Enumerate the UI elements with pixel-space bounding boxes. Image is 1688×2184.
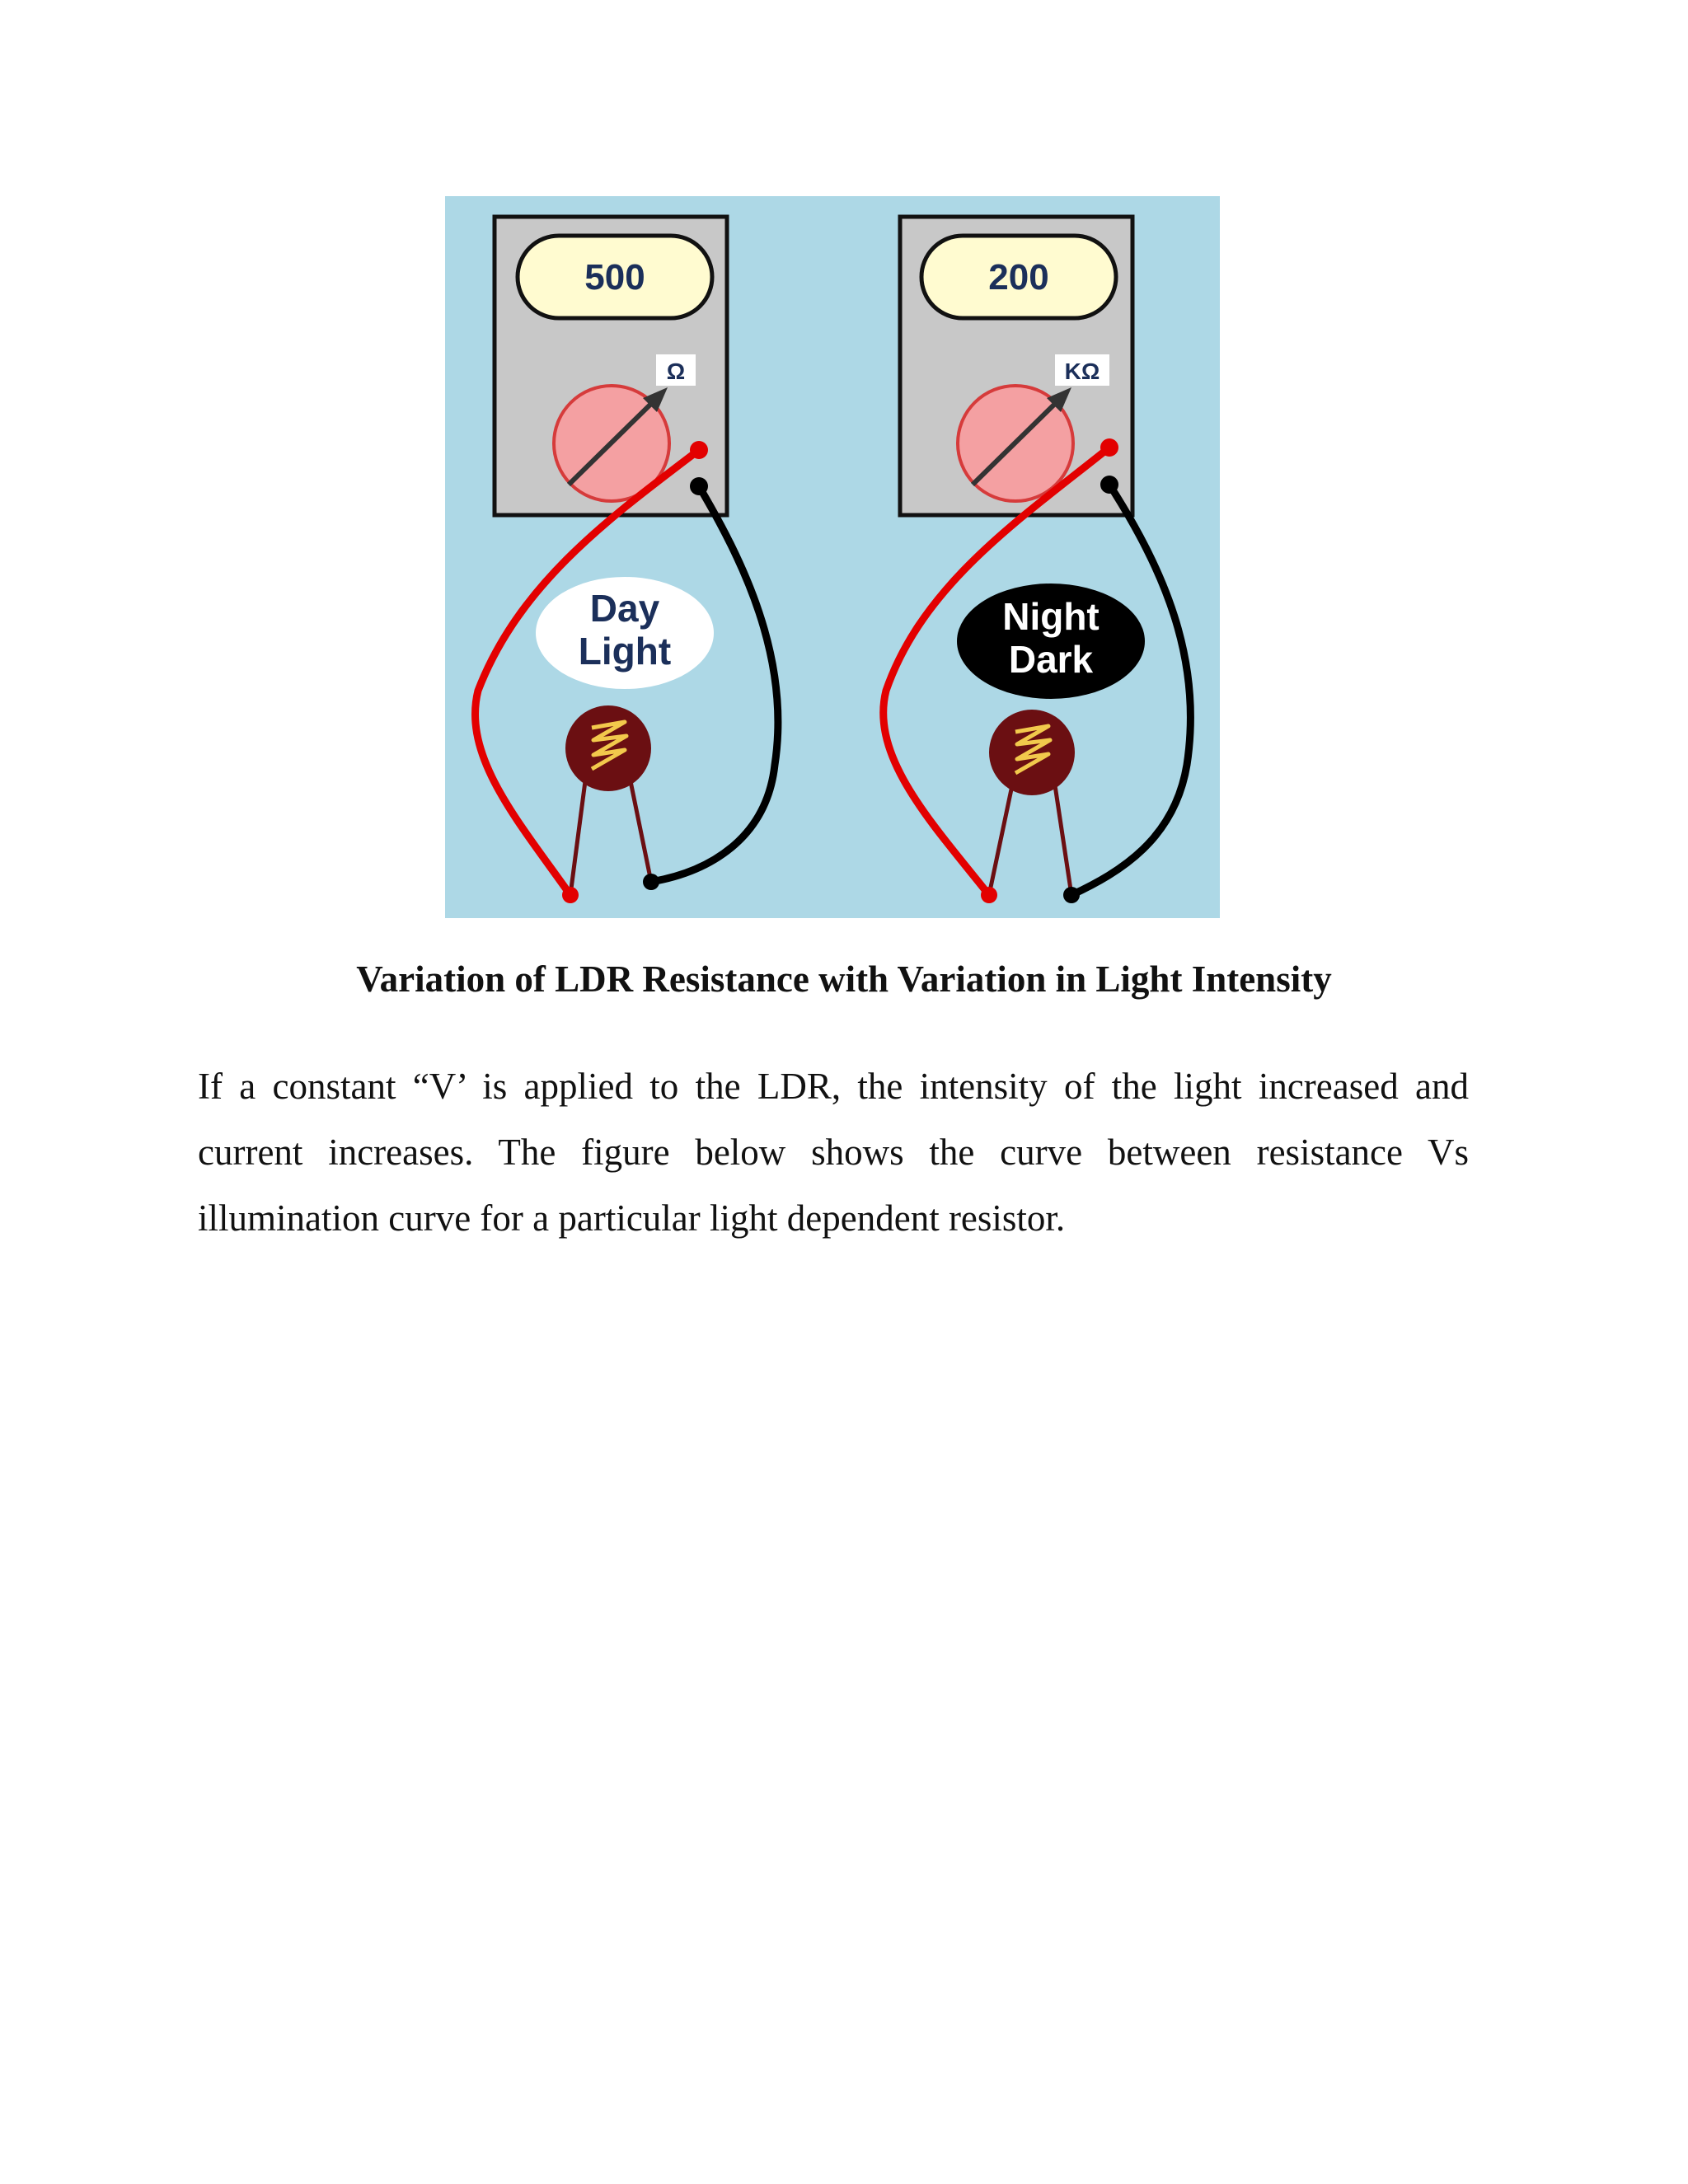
- right-black-probe-tip: [1100, 476, 1118, 494]
- left-red-lead-joint: [562, 887, 579, 903]
- right-multimeter: [900, 217, 1132, 515]
- figure-caption: Variation of LDR Resistance with Variation in Light Intensity: [356, 958, 1332, 1000]
- right-meter-reading: 200: [988, 257, 1049, 298]
- left-black-lead-joint: [643, 874, 659, 890]
- body-paragraph: If a constant “V’ is applied to the LDR, the intensity of the light increased and current increases. The figure below shows the curve between resistance Vs illumination curve for a particular light dependent resistor.: [198, 1066, 1469, 1239]
- left-meter-unit: Ω: [666, 359, 686, 384]
- right-condition-line1: Night: [1002, 595, 1100, 638]
- left-meter-reading: 500: [584, 257, 645, 298]
- right-red-lead-joint: [981, 887, 997, 903]
- left-condition-line2: Light: [578, 630, 672, 673]
- left-condition-line1: Day: [589, 587, 660, 630]
- left-red-probe-tip: [690, 441, 708, 459]
- right-meter-unit: KΩ: [1064, 359, 1100, 384]
- right-condition-line2: Dark: [1008, 638, 1094, 681]
- right-red-probe-tip: [1100, 438, 1118, 457]
- left-black-probe-tip: [690, 477, 708, 495]
- left-multimeter: [495, 217, 727, 515]
- ldr-illustration: [445, 196, 1220, 918]
- ldr-multimeter-figure: [445, 196, 1220, 918]
- right-black-lead-joint: [1063, 887, 1080, 903]
